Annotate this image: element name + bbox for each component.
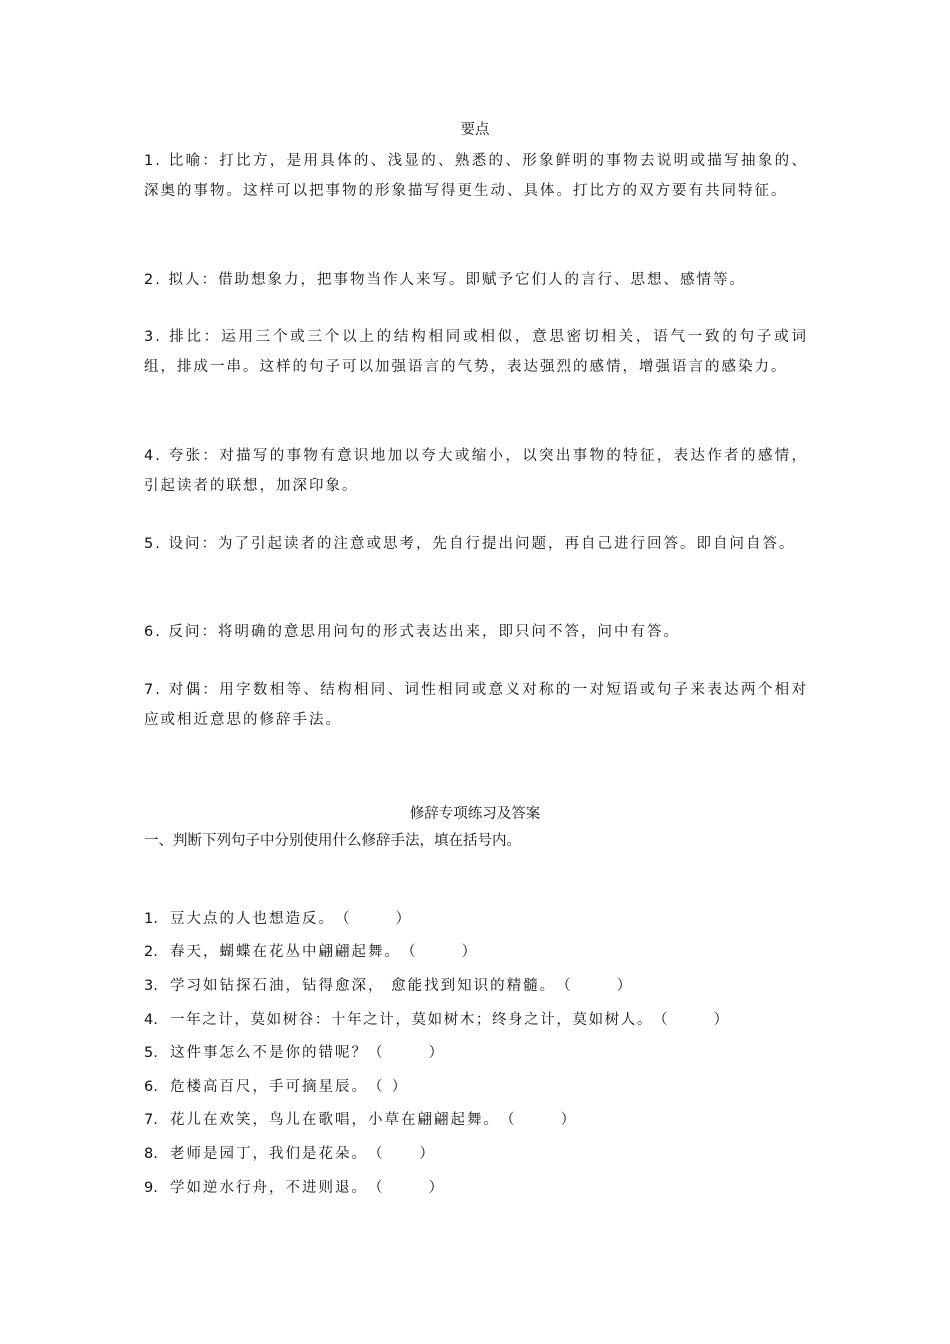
answer-blank: （ ） [653, 1012, 729, 1028]
question-number: 7. [144, 1112, 158, 1128]
question-item [144, 942, 476, 962]
question-item [144, 1010, 728, 1030]
answer-blank: （ ） [368, 1146, 434, 1162]
question-number: 9. [144, 1180, 158, 1196]
point-hyperbole: 4. 夸张：对描写的事物有意识地加以夸大或缩小，以突出事物的特征，表达作者的感情，引起读者的联想，加深印象。 [144, 448, 808, 494]
question-text: 危楼高百尺，手可摘星辰。 [170, 1079, 368, 1095]
question-text: 一年之计，莫如树谷：十年之计，莫如树木；终身之计，莫如树人。 [170, 1012, 653, 1028]
answer-blank: （ ） [368, 1045, 444, 1061]
question-item [144, 1110, 575, 1130]
question-text: 学习如钻探石油，钻得愈深， 愈能找到知识的精髓。 [170, 978, 557, 994]
answer-blank: （ ） [368, 1180, 444, 1196]
question-item [144, 1043, 443, 1063]
point-parallelism: 3. 排比：运用三个或三个以上的结构相同或相似，意思密切相关，语气一致的句子或词组，排成一串。这样的句子可以加强语言的气势，表达强烈的感情，增强语言的感染力。 [144, 329, 808, 375]
question-item [144, 976, 631, 996]
question-text: 豆大点的人也想造反。 [170, 911, 335, 927]
section-title-key-points: 要点 [460, 122, 490, 138]
question-text: 春天，蝴蝶在花丛中翩翩起舞。 [170, 944, 401, 960]
answer-blank: （ ） [556, 978, 632, 994]
question-item [144, 1178, 443, 1198]
point-antithesis: 7. 对偶：用字数相等、结构相同、词性相同或意义对称的一对短语或句子来表达两个相对应或相近意思的修辞手法。 [144, 682, 808, 728]
question-number: 2. [144, 944, 158, 960]
question-number: 3. [144, 978, 158, 994]
question-number: 6. [144, 1079, 158, 1095]
question-text: 学如逆水行舟，不进则退。 [170, 1180, 368, 1196]
question-text: 花儿在欢笑，鸟儿在歌唱，小草在翩翩起舞。 [170, 1112, 500, 1128]
exercise-instruction: 一、判断下列句子中分别使用什么修辞手法，填在括号内。 [144, 833, 521, 849]
section-title-exercises: 修辞专项练习及答案 [409, 806, 541, 822]
answer-blank: （ ） [335, 911, 411, 927]
point-personification: 2. 拟人：借助想象力，把事物当作人来写。即赋予它们人的言行、思想、感情等。 [144, 272, 746, 288]
question-number: 5. [144, 1045, 158, 1061]
question-item [144, 909, 410, 929]
question-item [144, 1077, 406, 1097]
point-rhetorical-question-set: 5. 设问：为了引起读者的注意或思考，先自行提出问题，再自己进行回答。即自问自答。 [144, 536, 796, 552]
question-text: 这件事怎么不是你的错呢？ [170, 1045, 368, 1061]
question-number: 4. [144, 1012, 158, 1028]
question-text: 老师是园丁，我们是花朵。 [170, 1146, 368, 1162]
answer-blank: （ ） [500, 1112, 576, 1128]
point-rhetorical-question: 6. 反问：将明确的意思用问句的形式表达出来，即只问不答，问中有答。 [144, 624, 680, 640]
question-number: 8. [144, 1146, 158, 1162]
question-item [144, 1144, 434, 1164]
answer-blank: （ ） [401, 944, 477, 960]
point-metaphor: 1. 比喻：打比方，是用具体的、浅显的、熟悉的、形象鲜明的事物去说明或描写抽象的、深奥的事物。这样可以把事物的形象描写得更生动、具体。打比方的双方要有共同特征。 [144, 153, 808, 199]
answer-blank: （ ） [368, 1079, 407, 1095]
question-number: 1. [144, 911, 158, 927]
